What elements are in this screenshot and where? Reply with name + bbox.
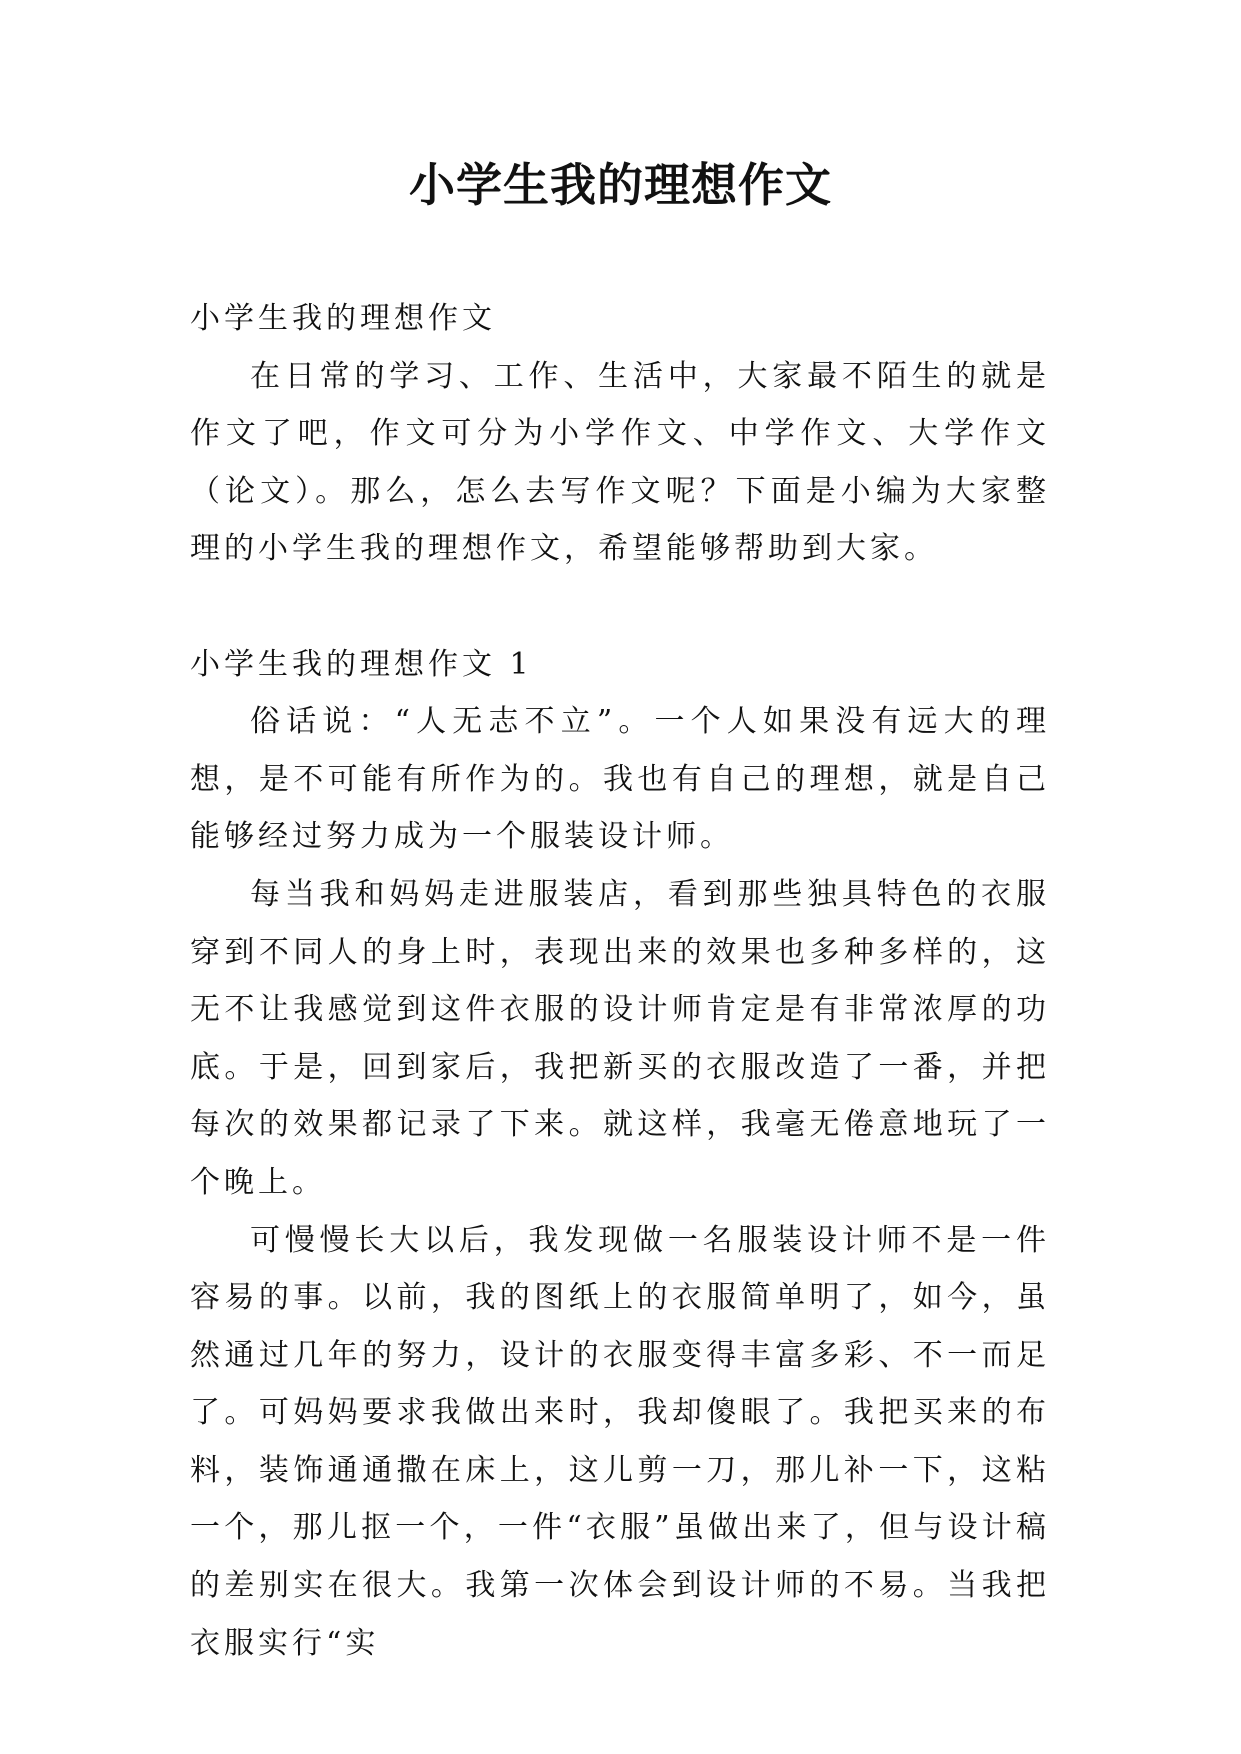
document-title: 小学生我的理想作文 [409,158,832,212]
body-paragraph: 每当我和妈妈走进服装店，看到那些独具特色的衣服穿到不同人的身上时，表现出来的效果也多种多样的，这无不让我感觉到这件衣服的设计师肯定是有非常浓厚的功底。于是，回到家后，我把新买的衣服改造了一番，并把每次的效果都记录了下来。就这样，我毫无倦意地玩了一个晚上。 [190,876,1050,1200]
section-heading: 小学生我的理想作文 1 [190,646,533,682]
body-paragraph: 俗话说：“人无志不立”。一个人如果没有远大的理想，是不可能有所作为的。我也有自己的理想，就是自己能够经过努力成为一个服装设计师。 [190,704,1050,855]
section-spacer [190,578,1050,636]
document-body [190,290,1050,1672]
body-paragraph: 可慢慢长大以后，我发现做一名服装设计师不是一件容易的事。以前，我的图纸上的衣服简单明了，如今，虽然通过几年的努力，设计的衣服变得丰富多彩、不一而足了。可妈妈要求我做出来时，我却傻眼了。我把买来的布料，装饰通通撒在床上，这儿剪一刀，那儿补一下，这粘一个，那儿抠一个，一件“衣服”虽做出来了，但与设计稿的差别实在很大。我第一次体会到设计师的不易。当我把衣服实行“实 [190,1222,1050,1661]
intro-paragraph: 在日常的学习、工作、生活中，大家最不陌生的就是作文了吧，作文可分为小学作文、中学作文、大学作文（论文）。那么，怎么去写作文呢？下面是小编为大家整理的小学生我的理想作文，希望能够帮助到大家。 [190,358,1050,567]
intro-heading: 小学生我的理想作文 [190,301,496,336]
